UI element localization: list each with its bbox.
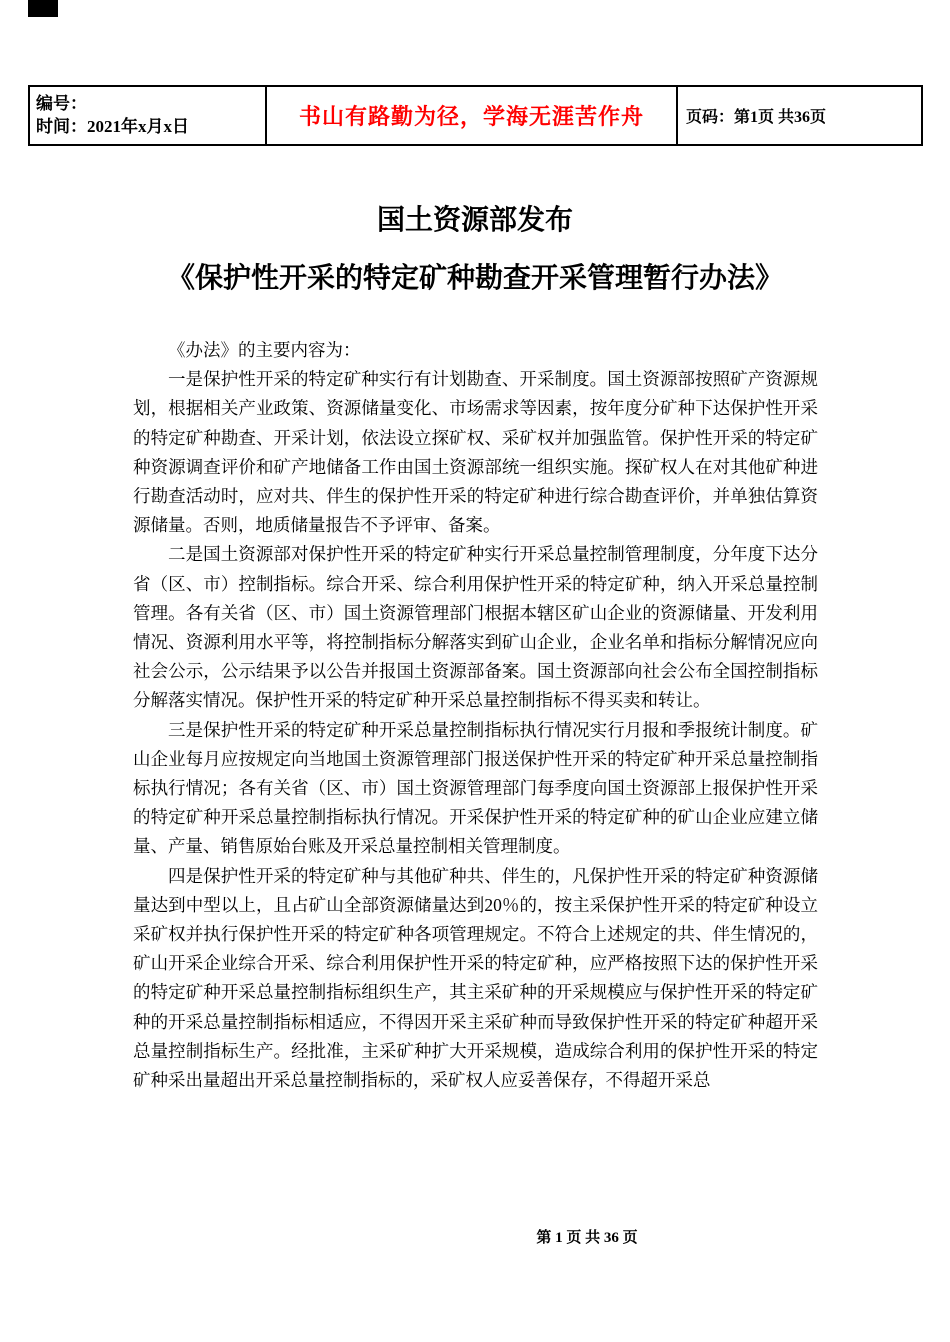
header-cell-left: [29, 86, 266, 145]
doc-title-line2: 《保护性开采的特定矿种勘查开采管理暂行办法》: [166, 263, 783, 294]
paragraph-2: 二是国土资源部对保护性开采的特定矿种实行开采总量控制管理制度，分年度下达分省（区、市）控制指标。综合开采、综合利用保护性开采的特定矿种，纳入开采总量控制管理。各有关省（区、市）国土资源管理部门根据本辖区矿山企业的资源储量、开发利用情况、资源利用水平等，将控制指标分解落实到矿山企业，企业名单和指标分解情况应向社会公示，公示结果予以公告并报国土资源部备案。国土资源部向社会公布全国控制指标分解落实情况。保护性开采的特定矿种开采总量控制指标不得买卖和转让。: [133, 544, 818, 711]
paragraph-1: 一是保护性开采的特定矿种实行有计划勘查、开采制度。国土资源部按照矿产资源规划，根据相关产业政策、资源储量变化、市场需求等因素，按年度分矿种下达保护性开采的特定矿种勘查、开采计划，依法设立探矿权、采矿权并加强监管。保护性开采的特定矿种资源调查评价和矿产地储备工作由国土资源部统一组织实施。探矿权人在对其他矿种进行勘查活动时，应对共、伴生的保护性开采的特定矿种进行综合勘查评价，并单独估算资源储量。否则，地质储量报告不予评审、备案。: [133, 369, 818, 536]
doc-date-label: 时间：2021年x月x日: [36, 116, 189, 136]
paragraph-3: 三是保护性开采的特定矿种开采总量控制指标执行情况实行月报和季报统计制度。矿山企业每月应按规定向当地国土资源管理部门报送保护性开采的特定矿种开采总量控制指标执行情况；各有关省（区、市）国土资源管理部门每季度向国土资源部上报保护性开采的特定矿种开采总量控制指标执行情况。开采保护性开采的特定矿种的矿山企业应建立储量、产量、销售原始台账及开采总量控制相关管理制度。: [133, 719, 818, 857]
page-number-label: 页码：第1页 共36页: [686, 109, 827, 126]
footer-page-text: 第 1 页 共 36 页: [536, 1230, 638, 1246]
doc-title-line1: 国土资源部发布: [376, 205, 573, 236]
paragraph-4: 四是保护性开采的特定矿种与其他矿种共、伴生的，凡保护性开采的特定矿种资源储量达到中型以上，且占矿山全部资源储量达到20％的，按主采保护性开采的特定矿种设立采矿权并执行保护性开采的特定矿种各项管理规定。不符合上述规定的共、伴生情况的，矿山开采企业综合开采、综合利用保护性开采的特定矿种，应严格按照下达的保护性开采的特定矿种开采总量控制指标组织生产，其主采矿种的开采规模应与保护性开采的特定矿种的开采总量控制指标相适应，不得因开采主采矿种而导致保护性开采的特定矿种超开采总量控制指标生产。经批准，主采矿种扩大开采规模，造成综合利用的保护性开采的特定矿种采出量超出开采总量控制指标的，采矿权人应妥善保存，不得超开采总: [133, 865, 818, 1091]
doc-number-label: 编号：: [36, 93, 87, 113]
page-footer: [0, 1226, 950, 1247]
header-cell-right: [677, 86, 922, 145]
motto-text: 书山有路勤为径，学海无涯苦作舟: [298, 104, 644, 129]
header-cell-middle: [266, 86, 677, 145]
corner-mark: [28, 0, 58, 17]
header-table: [28, 85, 923, 146]
paragraph-intro: 《办法》的主要内容为：: [168, 340, 361, 360]
document-body: [133, 336, 818, 1095]
